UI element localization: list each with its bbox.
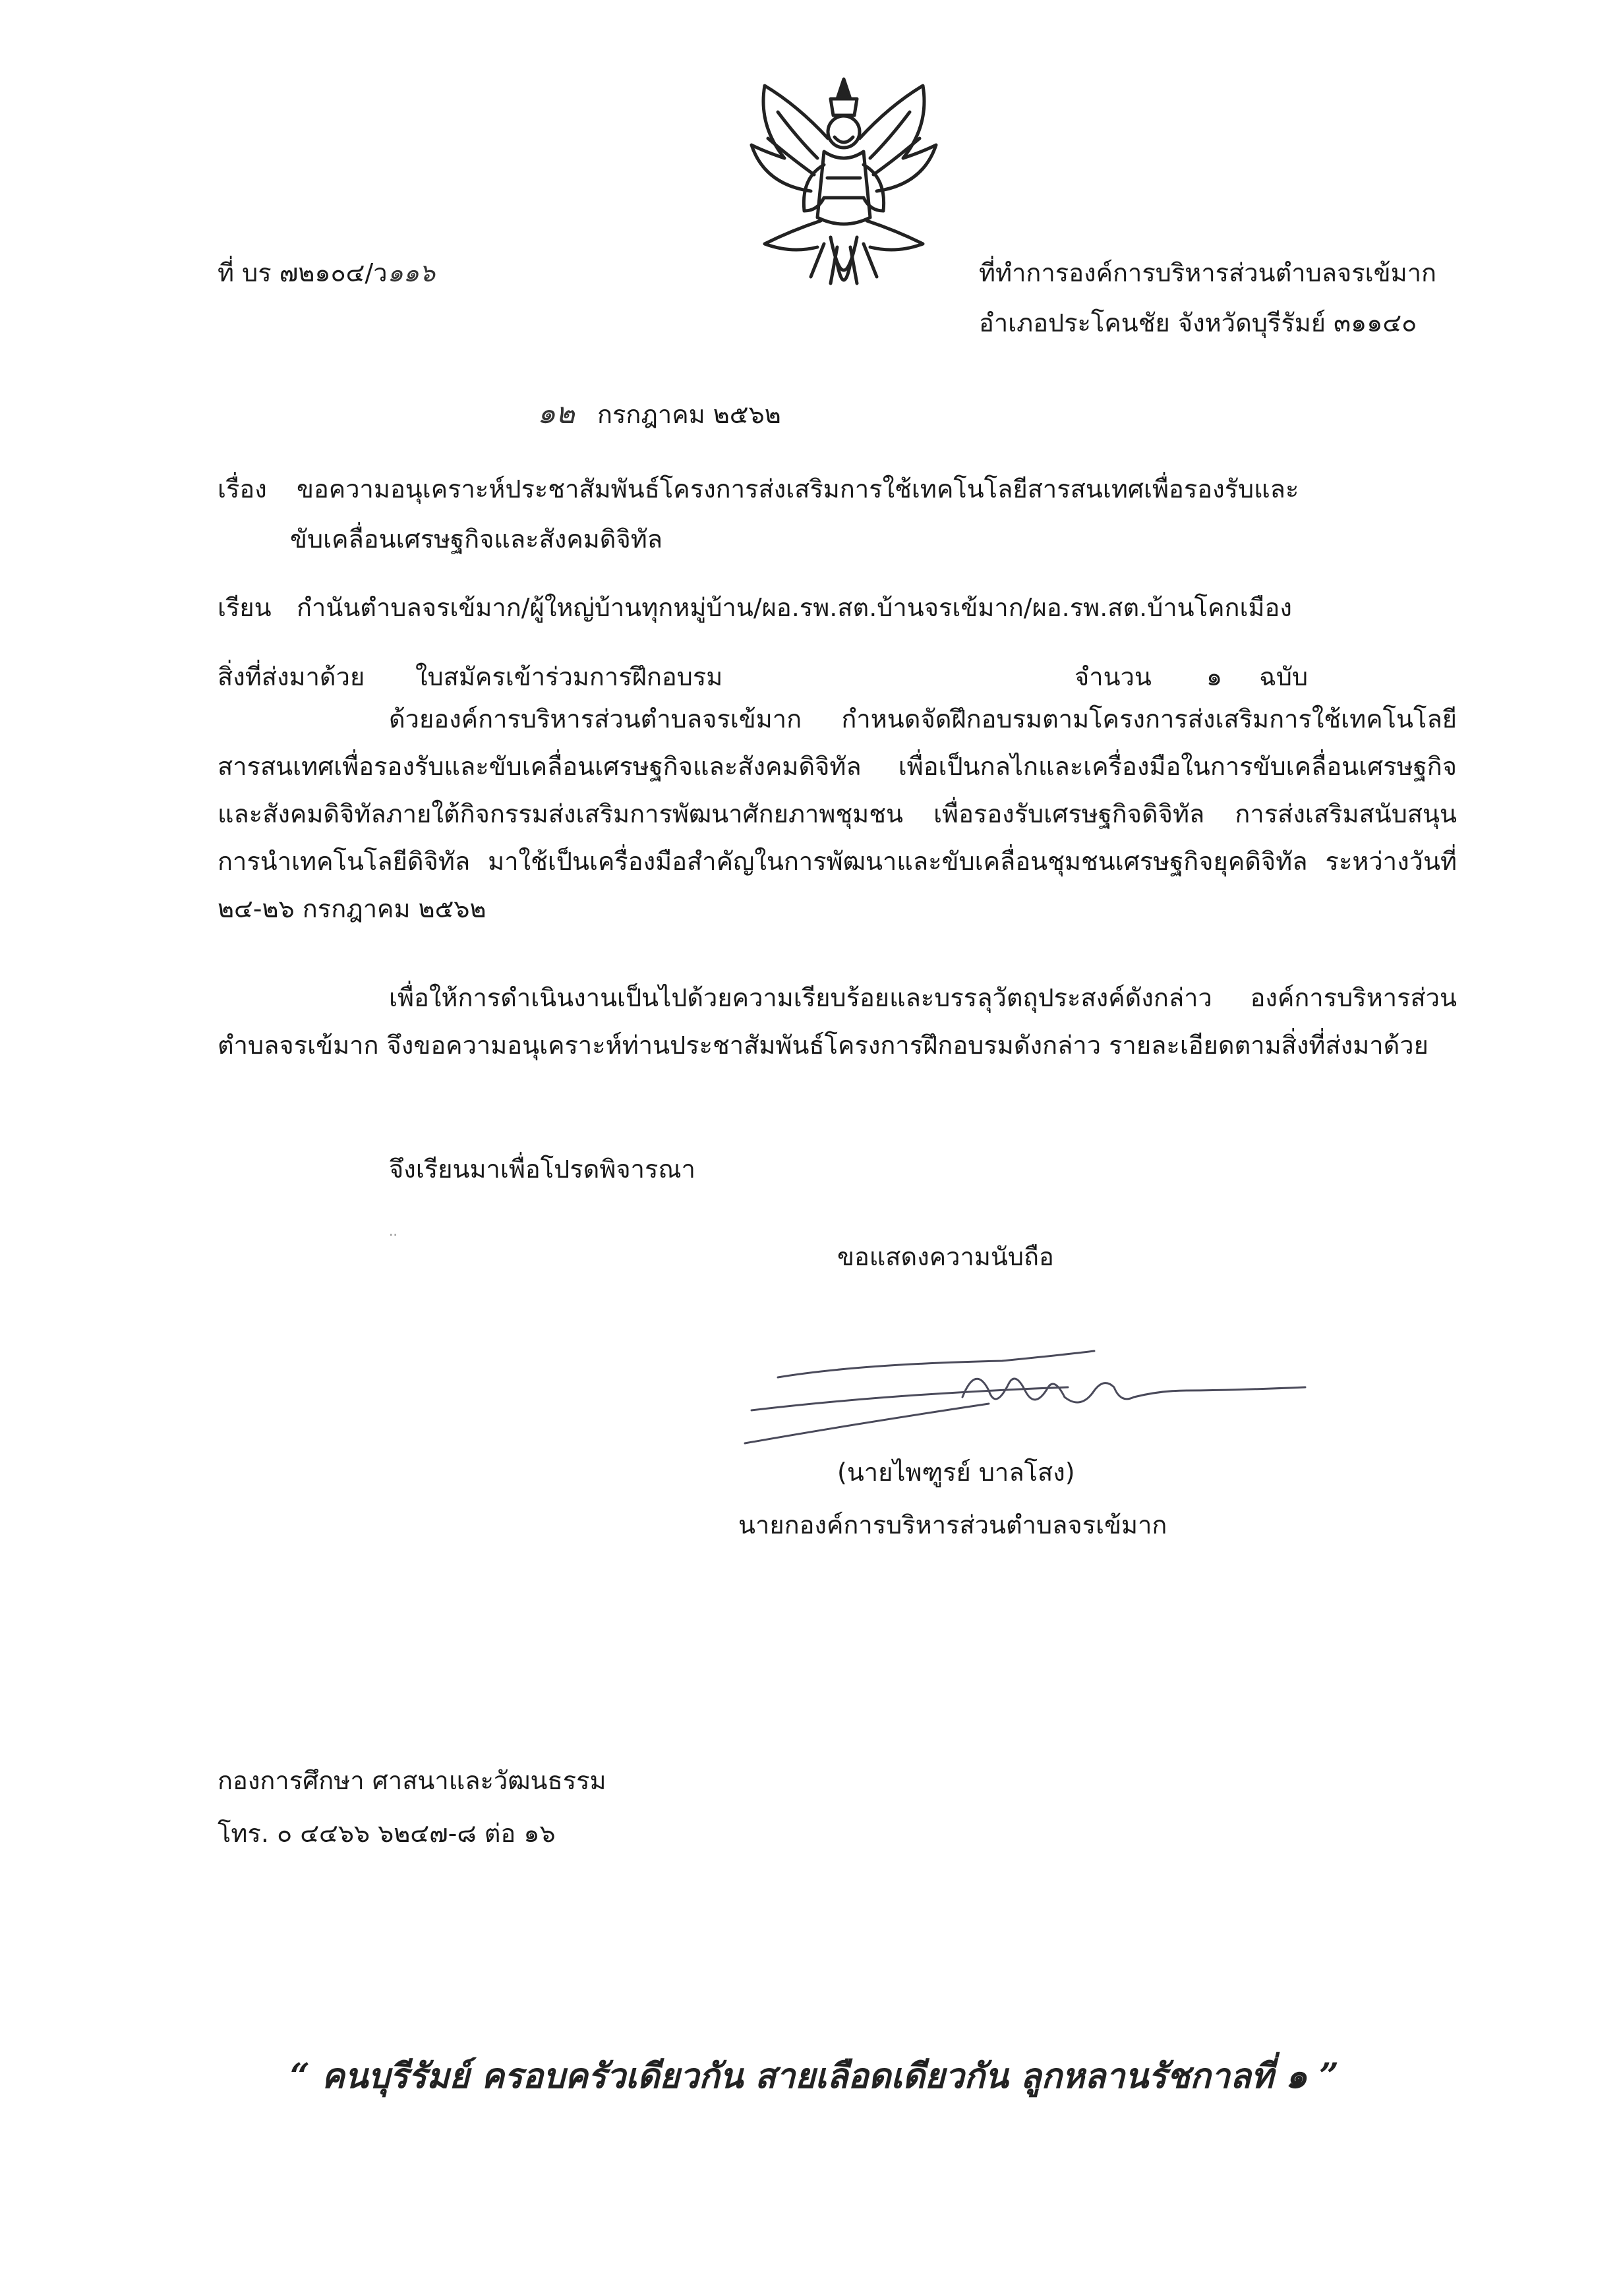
phone-number: โทร. ๐ ๔๔๖๖ ๖๒๔๗-๘ ต่อ ๑๖ — [218, 1819, 556, 1848]
letter-date — [537, 397, 781, 432]
salutation-text: กำนันตำบลจรเข้มาก/ผู้ใหญ่บ้านทุกหมู่บ้าน/ผอ.รพ.สต.บ้านจรเข้มาก/ผอ.รพ.สต.บ้านโคกเมือง — [297, 593, 1292, 622]
handwritten-signature — [725, 1325, 1318, 1456]
subject-line-2: ขับเคลื่อนเศรษฐกิจและสังคมดิจิทัล — [290, 524, 663, 554]
enclosure-label: สิ่งที่ส่งมาด้วย — [218, 662, 365, 691]
enclosure-item: ใบสมัครเข้าร่วมการฝึกอบรม — [415, 662, 723, 691]
enclosure — [218, 662, 722, 693]
enclosure-count — [1074, 662, 1308, 693]
subject-block — [218, 474, 1299, 554]
body-paragraph-1: ด้วยองค์การบริหารส่วนตำบลจรเข้มาก กำหนดจัดฝึกอบรมตามโครงการส่งเสริมการใช้เทคโนโลยีสารสนเทศเพื่อรองรับและขับเคลื่อนเศรษฐกิจและสังคมดิจิทัล เพื่อเป็นกลไกและเครื่องมือในการขับเคลื่อนเศรษฐกิจและสังคมดิจิทัลภายใต้กิจกรรมส่งเสริมการพัฒนาศักยภาพชุมชน เพื่อรองรับเศรษฐกิจดิจิทัล การส่งเสริมสนับสนุนการนำเทคโนโลยีดิจิทัล มาใช้เป็นเครื่องมือสำคัญในการพัฒนาและขับเคลื่อนชุมชนเศรษฐกิจยุคดิจิทัล ระหว่างวันที่ ๒๔-๒๖ กรกฎาคม ๒๕๖๒ — [218, 704, 1457, 923]
date-day-handwritten: ๑๒ — [537, 397, 575, 430]
provincial-slogan: “ คนบุรีรัมย์ ครอบครัวเดียวกัน สายเลือดเดียวกัน ลูกหลานรัชกาลที่ ๑ ” — [290, 2056, 1339, 2096]
enclosure-unit: ฉบับ — [1259, 662, 1309, 691]
document-number-label: ที่ บร ๗๒๑๐๔/ว — [218, 258, 388, 287]
department: กองการศึกษา ศาสนาและวัฒนธรรม — [218, 1766, 606, 1795]
subject-line-1: ขอความอนุเคราะห์ประชาสัมพันธ์โครงการส่งเสริมการใช้เทคโนโลยีสารสนเทศเพื่อรองรับและ — [297, 474, 1299, 503]
office-line-2: อำเภอประโคนชัย จังหวัดบุรีรัมย์ ๓๑๑๔๐ — [979, 308, 1417, 337]
body-paragraph-2: เพื่อให้การดำเนินงานเป็นไปด้วยความเรียบร้อยและบรรลุวัตถุประสงค์ดังกล่าว องค์การบริหารส่วนตำบลจรเข้มาก จึงขอความอนุเคราะห์ท่านประชาสัมพันธ์โครงการฝึกอบรมดังกล่าว รายละเอียดตามสิ่งที่ส่งมาด้วย — [218, 983, 1457, 1060]
signer-name: (นายไพฑูรย์ บาลโสง) — [837, 1458, 1075, 1487]
salutation — [218, 593, 1292, 623]
signer-position: นายกองค์การบริหารส่วนตำบลจรเข้มาก — [738, 1510, 1167, 1539]
document-number — [218, 258, 435, 289]
office-address — [979, 258, 1436, 358]
office-line-1: ที่ทำการองค์การบริหารส่วนตำบลจรเข้มาก — [979, 258, 1437, 287]
salutation-label: เรียน — [218, 593, 272, 622]
stray-mark: ·· — [389, 1227, 397, 1243]
date-month-year: กรกฎาคม ๒๕๖๒ — [597, 400, 781, 429]
regards: ขอแสดงความนับถือ — [837, 1242, 1054, 1271]
subject-label: เรื่อง — [218, 474, 267, 503]
closing-phrase: จึงเรียนมาเพื่อโปรดพิจารณา — [389, 1155, 695, 1184]
enclosure-count-value: ๑ — [1206, 662, 1223, 691]
garuda-emblem — [738, 66, 949, 316]
enclosure-count-label: จำนวน — [1074, 662, 1152, 691]
document-number-handwritten: ๑๑๖ — [387, 258, 435, 287]
